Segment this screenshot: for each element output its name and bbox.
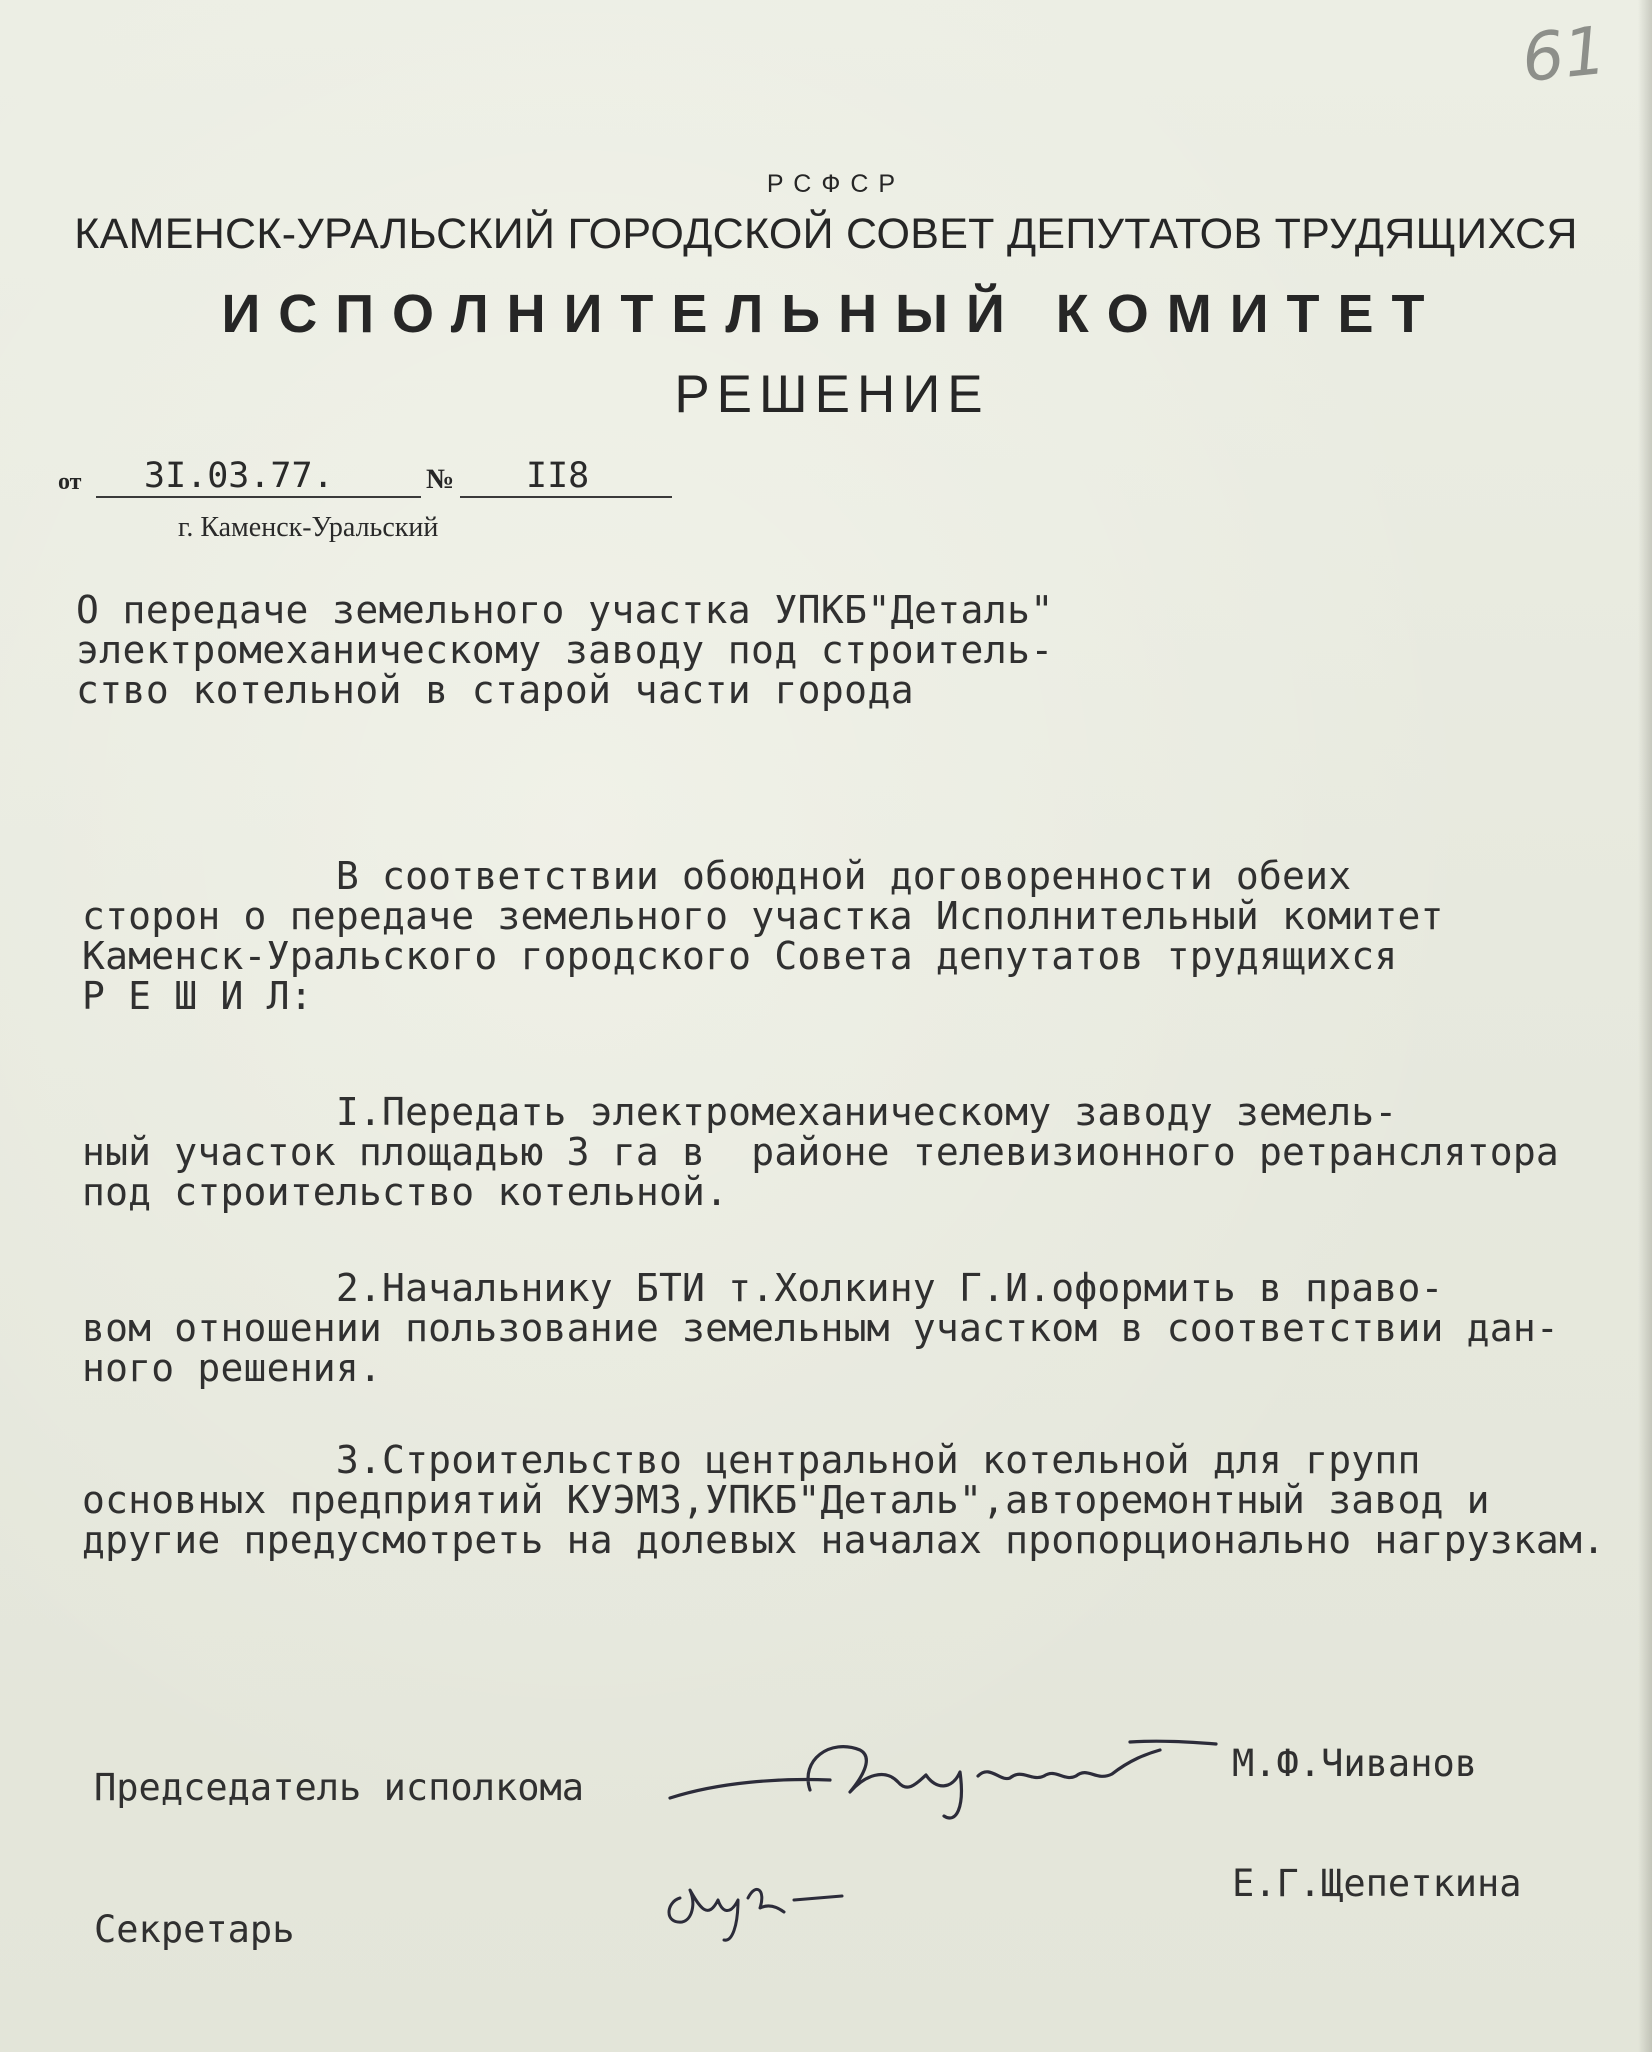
chairman-signature-icon	[660, 1720, 1220, 1830]
document-title: РЕШЕНИЕ	[674, 365, 990, 424]
date-label: от	[58, 469, 82, 495]
subject-block: О передаче земельного участка УПКБ"Деталь" электромеханическому заводу под строитель- ство котельной в старой части города	[76, 588, 1054, 712]
item-2-paragraph: 2.Начальнику БТИ т.Холкину Г.И.оформить в право- вом отношении пользование земельным участком в соответствии дан- ного решения.	[82, 1266, 1559, 1390]
header-council: КАМЕНСК-УРАЛЬСКИЙ ГОРОДСКОЙ СОВЕТ ДЕПУТАТОВ ТРУДЯЩИХСЯ	[74, 210, 1578, 258]
preamble-paragraph: В соответствии обоюдной договоренности обеих сторон о передаче земельного участка Исполнительный комитет Каменск-Уральского городского Совета депутатов трудящихся Р Е Ш И Л:	[82, 854, 1444, 1018]
item-3-paragraph: 3.Строительство центральной котельной для групп основных предприятий КУЭМЗ,УПКБ"Деталь",авторемонтный завод и другие предусмотреть на долевых началах пропорционально нагрузкам.	[82, 1438, 1606, 1562]
chairman-name: М.Ф.Чиванов	[1232, 1742, 1478, 1785]
date-value: 3I.03.77.	[144, 456, 334, 496]
number-underline	[460, 496, 672, 498]
secretary-position: Секретарь	[94, 1908, 295, 1951]
secretary-name: Е.Г.Щепеткина	[1232, 1862, 1522, 1905]
signature-row-secretary	[0, 1850, 1652, 1970]
secretary-signature-icon	[652, 1850, 852, 1950]
item-1-paragraph: I.Передать электромеханическому заводу земель- ный участок площадью 3 га в районе телевизионного ретранслятора под строительство котельной.	[82, 1090, 1559, 1214]
dateline	[56, 452, 656, 502]
city-line: г. Каменск-Уральский	[178, 512, 439, 543]
signature-row-chairman	[0, 1720, 1652, 1840]
chairman-position: Председатель исполкома	[94, 1766, 585, 1809]
number-value: II8	[526, 456, 590, 496]
number-label: №	[426, 464, 455, 495]
date-underline	[96, 496, 421, 498]
archive-page-number: 61	[1518, 11, 1610, 98]
header-committee: ИСПОЛНИТЕЛЬНЫЙ КОМИТЕТ	[221, 284, 1443, 344]
header-republic: РСФСР	[766, 170, 906, 198]
